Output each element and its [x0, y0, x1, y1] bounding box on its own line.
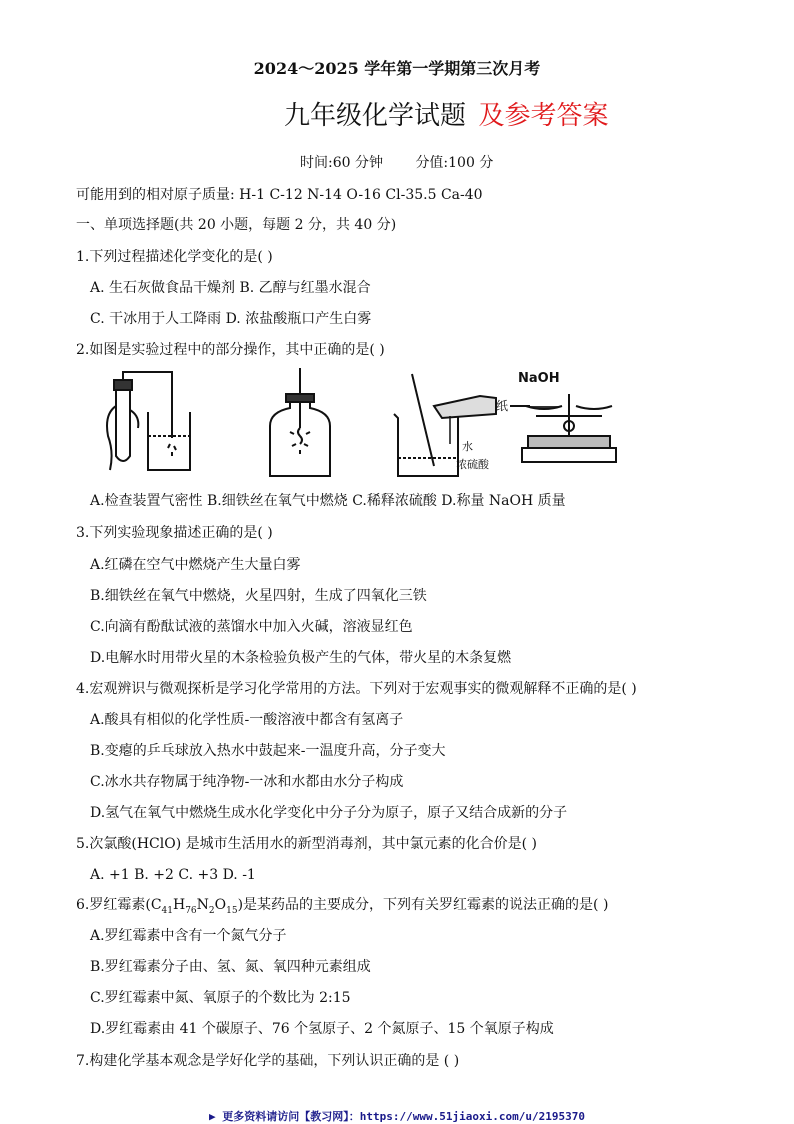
q6-option-b: B.罗红霉素分子由、氢、氮、氧四种元素组成 [90, 959, 371, 975]
balance-weighing-figure [496, 366, 626, 484]
subject-title: 九年级化学试题 [284, 101, 467, 131]
formula-sub-o: 15 [226, 905, 238, 916]
formula-h: H [172, 897, 186, 913]
q1-options-row2: C. 干冰用于人工降雨 D. 浓盐酸瓶口产生白雾 [90, 311, 372, 327]
q3-option-c: C.向滴有酚酞试液的蒸馏水中加入火碱，溶液显红色 [90, 619, 413, 635]
label-naoh: NaOH [518, 371, 560, 386]
q6-stem-post: )是某药品的主要成分，下列有关罗红霉素的说法正确的是( ) [237, 897, 609, 913]
atomic-mass-note: 可能用到的相对原子质量: H-1 C-12 N-14 O-16 Cl-35.5 Ca-40 [76, 187, 483, 203]
exam-title: 2024～2025 学年第一学期第三次月考 [253, 59, 541, 78]
label-water: 水 [462, 440, 473, 453]
exam-meta [300, 154, 493, 172]
q4-stem: 4.宏观辨识与微观探析是学习化学常用的方法。下列对于宏观事实的微观解释不正确的是( ) [76, 681, 637, 697]
q6-stem [76, 896, 608, 920]
q6-option-a: A.罗红霉素中含有一个氮气分子 [90, 928, 287, 944]
q6-stem-pre: 6.罗红霉素(C [76, 897, 162, 913]
q6-option-d: D.罗红霉素由 41 个碳原子、76 个氢原子、2 个氮原子、15 个氧原子构成 [90, 1021, 554, 1037]
q3-option-a: A.红磷在空气中燃烧产生大量白雾 [90, 557, 301, 573]
q4-option-a: A.酸具有相似的化学性质-一酸溶液中都含有氢离子 [90, 712, 404, 728]
section-heading: 一、单项选择题(共 20 小题，每题 2 分，共 40 分) [76, 217, 397, 233]
q5-stem: 5.次氯酸(HClO) 是城市生活用水的新型消毒剂，其中氯元素的化合价是( ) [76, 836, 537, 852]
dilute-acid-figure [384, 366, 504, 484]
airtightness-check-figure [86, 366, 196, 484]
answer-suffix: 及参考答案 [478, 101, 609, 131]
q7-stem: 7.构建化学基本观念是学好化学的基础，下列认识正确的是 ( ) [76, 1053, 460, 1069]
formula-o: O [214, 897, 227, 913]
q6-option-c: C.罗红霉素中氮、氧原子的个数比为 2:15 [90, 990, 351, 1006]
q4-option-c: C.冰水共存物属于纯净物-一冰和水都由水分子构成 [90, 774, 404, 790]
formula-sub-h: 76 [185, 905, 197, 916]
q3-option-b: B.细铁丝在氧气中燃烧，火星四射，生成了四氧化三铁 [90, 588, 427, 604]
iron-wire-burning-figure [256, 366, 346, 484]
label-acid: 浓硫酸 [456, 458, 489, 471]
score-info: 分值:100 分 [415, 155, 494, 171]
formula-sub-n: 2 [208, 905, 215, 916]
q3-option-d: D.电解水时用带火星的木条检验负极产生的气体，带火星的木条复燃 [90, 650, 512, 666]
q5-options: A. +1 B. +2 C. +3 D. -1 [90, 867, 256, 883]
q2-options: A.检查装置气密性 B.细铁丝在氧气中燃烧 C.稀释浓硫酸 D.称量 NaOH 质量 [90, 493, 566, 509]
q4-option-b: B.变瘪的乒乓球放入热水中鼓起来-一温度升高，分子变大 [90, 743, 446, 759]
q3-stem: 3.下列实验现象描述正确的是( ) [76, 525, 273, 541]
q2-figures [86, 366, 626, 484]
q4-option-d: D.氢气在氧气中燃烧生成水化学变化中分子分为原子，原子又结合成新的分子 [90, 805, 568, 821]
formula-n: N [196, 897, 209, 913]
label-paper: 纸 [496, 399, 509, 413]
q2-stem: 2.如图是实验过程中的部分操作，其中正确的是( ) [76, 342, 385, 358]
q1-stem: 1.下列过程描述化学变化的是( ) [76, 249, 273, 265]
footer-link[interactable]: ▶ 更多资料请访问【教习网】：https://www.51jiaoxi.com/u/2195370 [209, 1110, 585, 1123]
time-info: 时间:60 分钟 [300, 155, 383, 171]
q1-options-row1: A. 生石灰做食品干燥剂 B. 乙醇与红墨水混合 [90, 280, 371, 296]
subject-title-line [284, 100, 608, 132]
formula-sub-c: 41 [161, 905, 173, 916]
